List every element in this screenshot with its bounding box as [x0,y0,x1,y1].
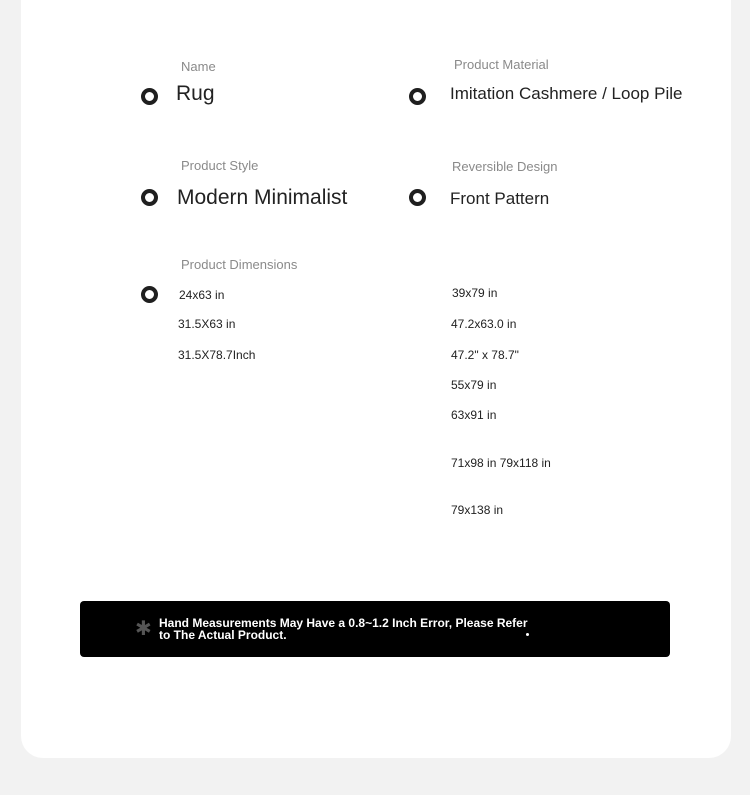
dimension-item: 71x98 in 79x118 in [451,456,551,470]
notice-text: Hand Measurements May Have a 0.8~1.2 Inch Error, Please Refer to The Actual Product. [159,616,528,642]
reversible-bullet-icon [409,189,426,206]
name-value: Rug [176,82,215,105]
dimension-item: 63x91 in [451,408,497,422]
reversible-value: Front Pattern [450,189,550,208]
asterisk-icon: ✱ [135,618,152,640]
measurement-notice-banner [80,601,670,657]
dimension-item: 79x138 in [451,503,504,517]
reversible-label: Reversible Design [452,159,558,174]
dimension-item: 31.5X78.7Inch [178,348,256,362]
dimension-item: 31.5X63 in [178,317,236,331]
dimension-item: 24x63 in [179,288,225,302]
dimension-item: 47.2" x 78.7" [451,348,519,362]
style-value: Modern Minimalist [177,186,348,209]
material-value: Imitation Cashmere / Loop Pile [450,84,683,103]
material-bullet-icon [409,88,426,105]
name-bullet-icon [141,88,158,105]
notice-dot-icon [526,633,529,636]
dimensions-bullet-icon [141,286,158,303]
style-label: Product Style [181,158,259,173]
style-bullet-icon [141,189,158,206]
dimension-item: 55x79 in [451,378,497,392]
dimensions-label: Product Dimensions [181,257,298,272]
dimension-item: 39x79 in [452,286,498,300]
name-label: Name [181,59,216,74]
material-label: Product Material [454,57,549,72]
dimension-item: 47.2x63.0 in [451,317,517,331]
